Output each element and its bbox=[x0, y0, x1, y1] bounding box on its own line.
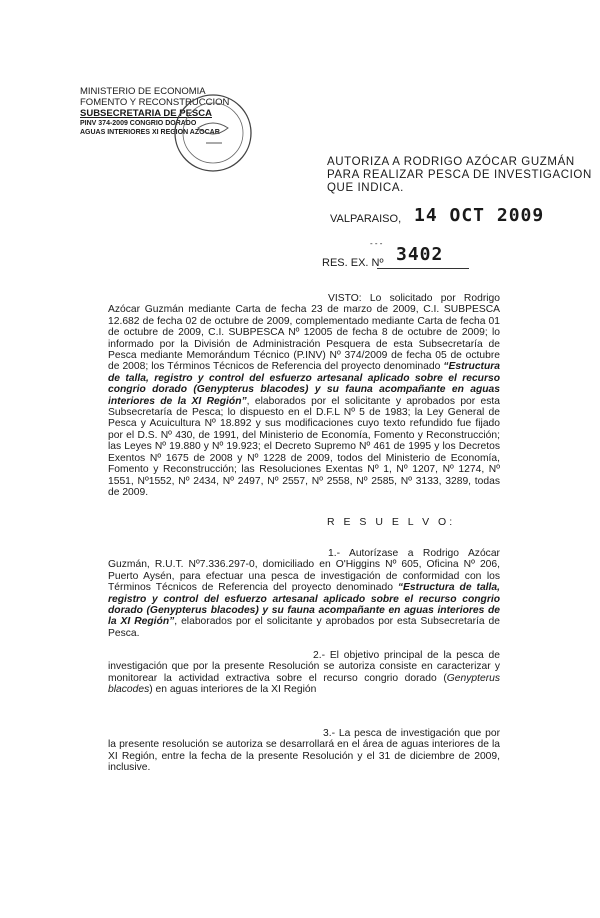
resolution-label: RES. EX. Nº bbox=[322, 257, 384, 269]
article-1 bbox=[108, 548, 500, 639]
article-3-text: 3.- La pesca de investigación que por la presente resolución se autoriza se desarrollará en el área de aguas interiores de la XI Región, entre la fecha de la presente Resolución y el 31 de diciembre de 2009, inclusive. bbox=[108, 728, 500, 774]
article-3 bbox=[108, 728, 500, 774]
subject-line-2: PARA REALIZAR PESCA DE INVESTIGACION bbox=[327, 169, 592, 181]
official-seal-icon bbox=[168, 88, 258, 178]
subject-line-1: AUTORIZA A RODRIGO AZÓCAR GUZMÁN bbox=[327, 156, 575, 168]
article-1-text: 1.- Autorízase a Rodrigo Azócar Guzmán, R.U.T. Nº7.336.297-0, domiciliado en O'Higgins Nº 605, Oficina Nº 206, Puerto Aysén, para efectuar una pesca de investigación de conformidad con los Términos Técnicos de Referencia del proyecto denominado bbox=[108, 548, 500, 594]
project-code: PINV 374-2009 CONGRIO DORADO bbox=[80, 120, 197, 127]
visto-paragraph bbox=[108, 293, 500, 498]
subsecretaria-name: SUBSECRETARIA DE PESCA bbox=[80, 108, 212, 119]
ministry-name-2: FOMENTO Y RECONSTRUCCION bbox=[80, 97, 230, 108]
article-2 bbox=[108, 650, 500, 696]
project-area: AGUAS INTERIORES XI REGION AZOCAR bbox=[80, 129, 220, 136]
resolution-number: 3402 bbox=[396, 244, 444, 265]
document-subject bbox=[327, 156, 592, 195]
ministry-name: MINISTERIO DE ECONOMIA bbox=[80, 86, 206, 97]
article-2-text-2: ) en aguas interiores de la XI Región bbox=[149, 684, 317, 696]
article-2-species: Genypterus blacodes bbox=[108, 672, 500, 696]
res-dash: - - - bbox=[370, 239, 383, 248]
subject-line-3: QUE INDICA. bbox=[327, 182, 404, 194]
resolution-underline bbox=[377, 268, 469, 269]
article-2-text: 2.- El objetivo principal de la pesca de investigación que por la presente Resolución se autoriza consiste en caracterizar y monitorear la actividad extractiva sobre el recurso congrio dorado ( bbox=[108, 650, 500, 684]
project-title: “Estructura de talla, registro y control del esfuerzo artesanal aplicado sobre el recurso congrio dorado (Genypterus blacodes) y su fauna acompañante en aguas interiores de la XI Región” bbox=[108, 361, 500, 407]
article-1-project-title: “Estructura de talla, registro y control del esfuerzo artesanal aplicado sobre el recurso congrio dorado (Genypterus blacodes) y su fauna acompañante en aguas interiores de la XI Región” bbox=[108, 582, 500, 628]
visto-text: VISTO: Lo solicitado por Rodrigo Azócar Guzmán mediante Carta de fecha 23 de marzo de 2009, C.I. SUBPESCA 12.682 de fecha 02 de octubre de 2009, complementado mediante Carta de fecha 01 de octubre de 2009, C.I. SUBPESCA Nº 12005 de fecha 8 de octubre de 2009; lo informado por la División de Administración Pesquera de esta Subsecretaría de Pesca mediante Memorándum Técnico (P.INV) Nº 374/2009 de fecha 05 de octubre de 2008; los Términos Técnicos de Referencia del proyecto denominado bbox=[108, 293, 500, 373]
place-label: VALPARAISO, bbox=[330, 213, 402, 225]
date-stamp: 14 OCT 2009 bbox=[414, 205, 545, 226]
resuelvo-heading: R E S U E L V O: bbox=[327, 516, 456, 528]
article-1-text-2: , elaborados por el solicitante y aprobados por esta Subsecretaría de Pesca. bbox=[108, 616, 500, 639]
visto-text-2: , elaborados por el solicitante y aprobados por esta Subsecretaría de Pesca; lo dispuesto en el D.F.L Nº 5 de 1983; la Ley General de Pesca y Acuicultura Nº 18.892 y sus modificaciones cuyo texto refundido fue fijado por el D.S. Nº 430, de 1991, del Ministerio de Economía, Fomento y Reconstrucción; las Leyes Nº 19.880 y Nº 19.923; el Decreto Supremo Nº 461 de 1995 y los Decretos Exentos Nº 1675 de 2008 y Nº 1228 de 2009, todos del Ministerio de Economía, Fomento y Reconstrucción; las Resoluciones Exentas Nº 1, Nº 1207, Nº 1274, Nº 1551, Nº1552, Nº 2434, Nº 2497, Nº 2557, Nº 2558, Nº 2585, Nº 3133, 3289, todas de 2009. bbox=[108, 395, 500, 498]
